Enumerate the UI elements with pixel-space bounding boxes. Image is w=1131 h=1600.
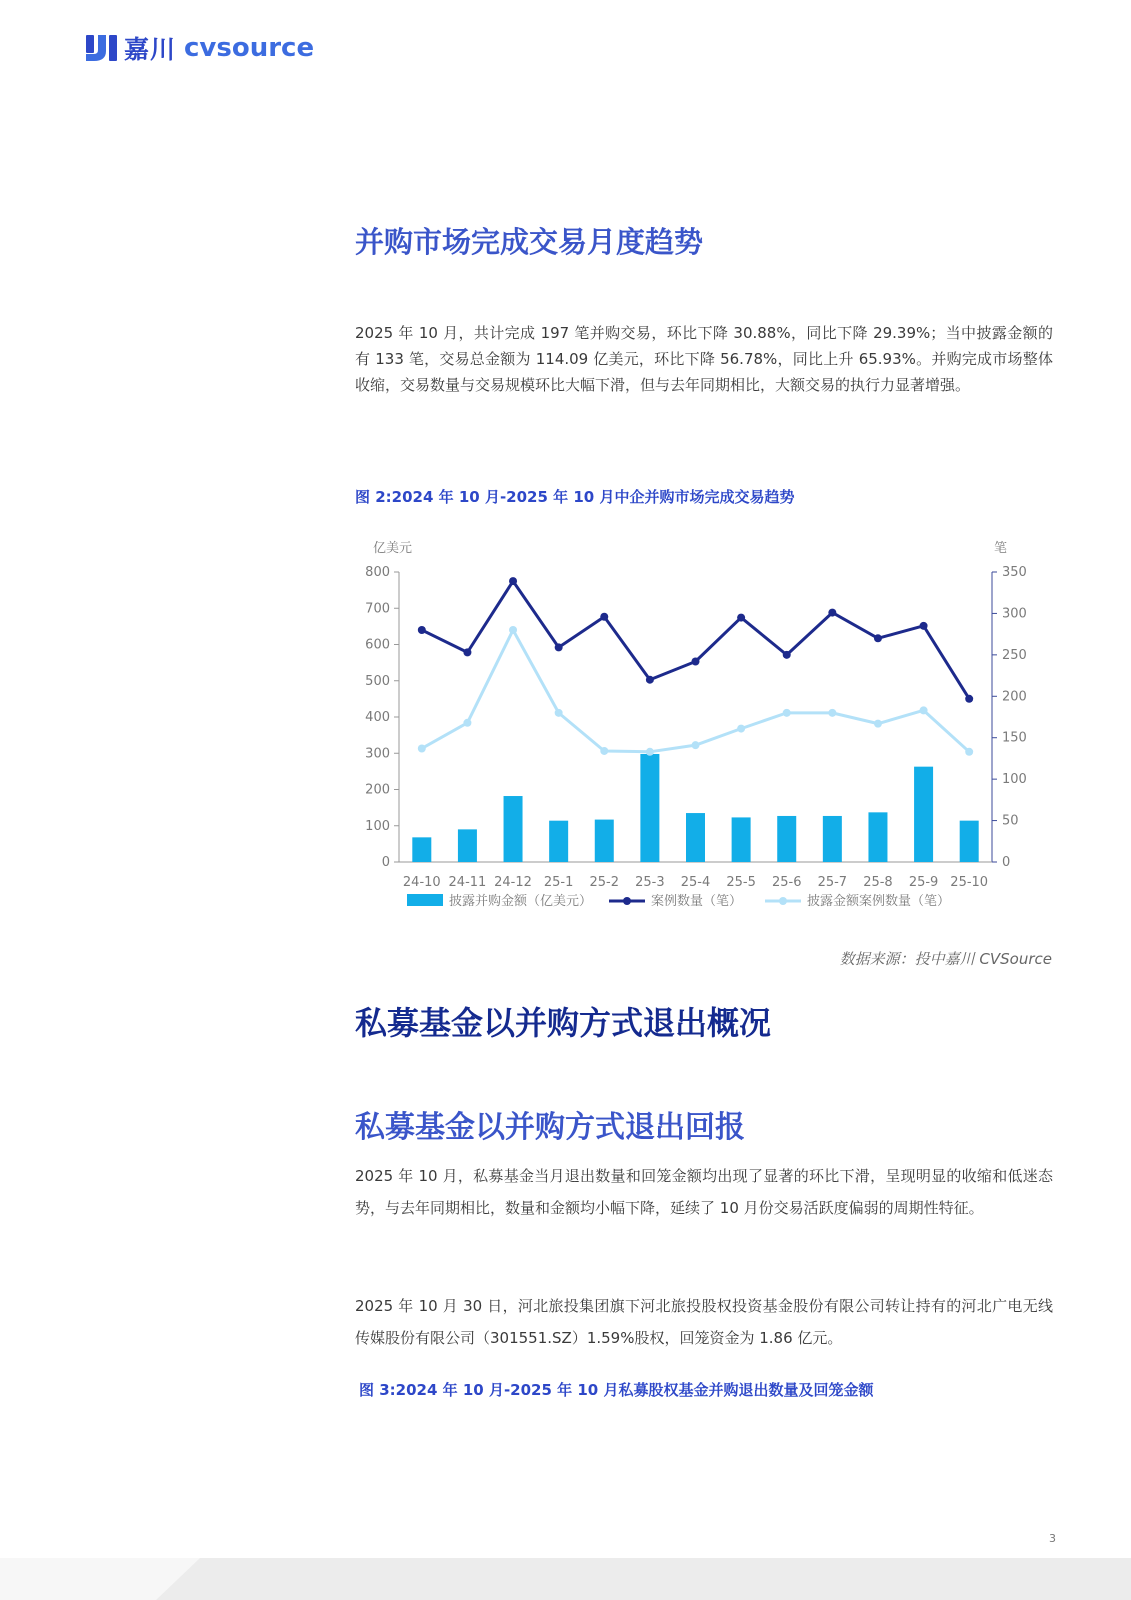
- x-tick-label: 25-1: [543, 875, 574, 890]
- brand-logo: [86, 30, 314, 66]
- left-tick-label: 200: [365, 782, 390, 798]
- sub-heading: 私募基金以并购方式退出回报: [355, 1110, 745, 1145]
- x-tick-label: 25-2: [589, 875, 620, 890]
- right-tick-label: 250: [1002, 647, 1027, 663]
- logo-text-en: cvsource: [184, 33, 315, 63]
- right-tick-label: 200: [1002, 689, 1027, 705]
- section-title: 并购市场完成交易月度趋势: [355, 225, 704, 259]
- left-tick-label: 800: [365, 565, 390, 580]
- left-tick-label: 300: [365, 746, 390, 762]
- left-tick-label: 0: [381, 855, 390, 870]
- left-tick-label: 400: [365, 710, 390, 725]
- series-point: [692, 657, 700, 665]
- bar-amount: [914, 767, 933, 862]
- legend-label-bar: 披露并购金额（亿美元）: [449, 894, 593, 909]
- series-point: [783, 651, 791, 659]
- right-tick-label: 300: [1002, 606, 1027, 622]
- series-point: [874, 720, 882, 728]
- legend-swatch-point: [623, 897, 631, 905]
- bar-amount: [595, 820, 614, 862]
- series-point: [965, 748, 973, 756]
- x-tick-label: 24-11: [448, 875, 487, 890]
- series-point: [418, 744, 426, 752]
- series-line: [422, 630, 969, 752]
- series-point: [463, 648, 471, 656]
- x-tick-label: 24-12: [494, 875, 532, 890]
- logo-text-cn: 嘉川: [124, 35, 177, 64]
- legend-label-line: 披露金额案例数量（笔）: [807, 894, 951, 909]
- series-point: [600, 747, 608, 755]
- series-point: [646, 676, 654, 684]
- logo-mark-icon: [86, 33, 118, 63]
- x-tick-label: 25-5: [726, 875, 756, 890]
- series-point: [600, 613, 608, 621]
- x-tick-label: 25-8: [863, 875, 893, 890]
- data-source: 数据来源：投中嘉川 CVSource: [839, 950, 1052, 968]
- right-tick-label: 350: [1002, 565, 1027, 580]
- x-tick-label: 25-3: [635, 875, 665, 890]
- figure-caption: 图 2:2024 年 10 月-2025 年 10 月中企并购市场完成交易趋势: [355, 488, 795, 506]
- series-point: [874, 634, 882, 642]
- ma-trend-chart: [355, 532, 1055, 932]
- paragraph-exit-overview: 2025 年 10 月，私募基金当月退出数量和回笼金额均出现了显著的环比下滑，呈现明显的收缩和低迷态势，与去年同期相比，数量和金额均小幅下降，延续了 10 月份交易活跃度偏弱的周期性特征。: [355, 1167, 1053, 1217]
- bar-amount: [777, 816, 796, 862]
- left-tick-label: 100: [365, 818, 390, 834]
- series-point: [920, 706, 928, 714]
- right-tick-label: 100: [1002, 772, 1027, 788]
- right-tick-label: 50: [1002, 813, 1019, 829]
- left-tick-label: 700: [365, 601, 390, 617]
- x-tick-label: 24-10: [402, 875, 441, 890]
- right-tick-label: 150: [1002, 730, 1027, 746]
- bar-amount: [504, 796, 523, 862]
- x-tick-label: 25-10: [950, 875, 989, 890]
- legend-label-line: 案例数量（笔）: [651, 894, 743, 909]
- series-point: [418, 626, 426, 634]
- figure-caption-3: 图 3:2024 年 10 月-2025 年 10 月私募股权基金并购退出数量及回笼金额: [359, 1381, 874, 1399]
- x-tick-label: 25-4: [680, 875, 711, 890]
- series-point: [965, 695, 973, 703]
- bar-amount: [412, 837, 431, 862]
- series-point: [737, 614, 745, 622]
- series-point: [555, 709, 563, 717]
- x-tick-label: 25-7: [817, 875, 848, 890]
- series-line: [422, 581, 969, 699]
- legend-swatch-bar: [407, 894, 443, 906]
- legend-swatch-point: [779, 897, 787, 905]
- bar-amount: [640, 754, 659, 862]
- series-point: [828, 709, 836, 717]
- bar-amount: [960, 821, 979, 862]
- bar-amount: [868, 812, 887, 862]
- paragraph-exit-example: 2025 年 10 月 30 日，河北旅投集团旗下河北旅投股权投资基金股份有限公司转让持有的河北广电无线传媒股份有限公司（301551.SZ）1.59%股权，回笼资金为 1.86 亿元。: [355, 1297, 1053, 1347]
- series-point: [828, 609, 836, 617]
- series-point: [920, 622, 928, 630]
- bar-amount: [732, 817, 751, 862]
- right-axis-unit: 笔: [994, 541, 1008, 556]
- left-axis-unit: 亿美元: [373, 541, 413, 556]
- series-point: [509, 577, 517, 585]
- x-tick-label: 25-9: [908, 875, 939, 890]
- series-point: [509, 626, 517, 634]
- left-tick-label: 600: [365, 637, 390, 653]
- bar-amount: [686, 813, 705, 862]
- series-point: [463, 719, 471, 727]
- section-paragraph: 2025 年 10 月，共计完成 197 笔并购交易，环比下降 30.88%，同比下降 29.39%；当中披露金额的有 133 笔，交易总金额为 114.09 亿美元，环比下降 56.78%，同比上升 65.93%。并购完成市场整体收缩，交易数量与交易规模环比大幅下滑，但与去年同期相比，大额交易的执行力显著增强。: [355, 324, 1053, 394]
- left-tick-label: 500: [365, 673, 390, 689]
- series-point: [646, 748, 654, 756]
- series-point: [783, 709, 791, 717]
- bar-amount: [549, 821, 568, 862]
- right-tick-label: 0: [1002, 855, 1011, 870]
- series-point: [737, 725, 745, 733]
- main-heading: 私募基金以并购方式退出概况: [355, 1004, 772, 1042]
- series-point: [555, 643, 563, 651]
- series-point: [692, 741, 700, 749]
- bar-amount: [823, 816, 842, 862]
- bar-amount: [458, 829, 477, 862]
- x-tick-label: 25-6: [771, 875, 802, 890]
- page-number: 3: [1049, 1532, 1056, 1545]
